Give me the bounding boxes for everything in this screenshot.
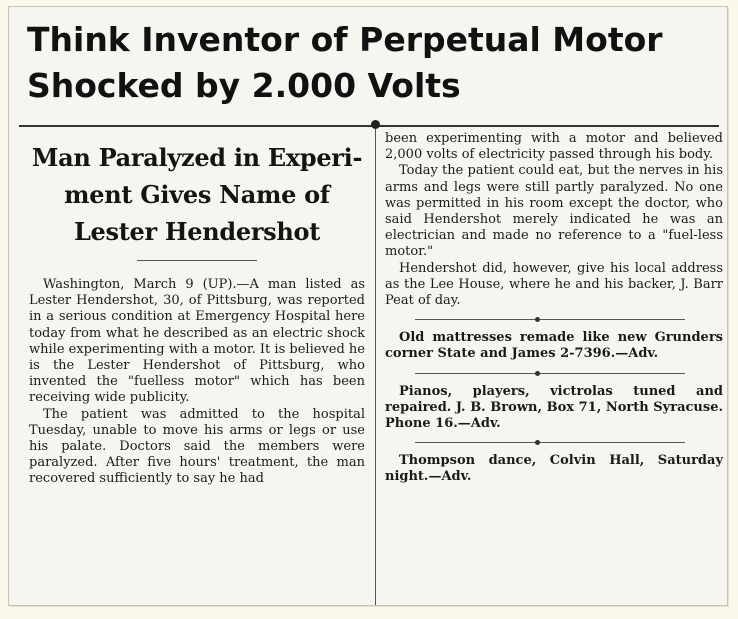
ad-mattresses: Old mattresses remade like new Grunders corner State and James 2-7396.—Adv. <box>385 330 723 362</box>
subhead-line-3: Lester Hendershot <box>73 217 321 246</box>
article-paragraph-5: Hendershot did, however, give his local address as the Lee House, where he and his backer, J. Barr Peat of day. <box>385 260 723 309</box>
article-paragraph-4: Today the patient could eat, but the nerves in his arms and legs were still partly paralyzed. No one was permitted in his room except the doctor, who said Hendershot merely indicated he was an electrician and made no reference to a "fuel-less motor." <box>385 163 723 260</box>
subhead-line-2: ment Gives Name of <box>64 180 330 209</box>
right-column <box>385 131 723 486</box>
ad-dance: Thompson dance, Colvin Hall, Saturday night.—Adv. <box>385 453 723 485</box>
article-paragraph-1: Washington, March 9 (UP).—A man listed as Lester Hendershot, 30, of Pittsburg, was reported in a serious condition at Emergency Hospital here today from what he described as an electric shock while experimenting with a motor. It is believed he is the Lester Hendershot of Pittsburg, who invented the "fuelless motor" which has been receiving wide publicity. <box>29 277 365 406</box>
subhead-rule <box>137 260 257 261</box>
headline <box>27 17 717 109</box>
subheadline <box>29 139 365 250</box>
column-divider <box>375 129 376 605</box>
divider-dot <box>535 317 540 322</box>
left-column <box>29 135 365 488</box>
newspaper-clipping <box>8 6 728 606</box>
article-paragraph-3: been experimenting with a motor and believed 2,000 volts of electricity passed through his body. <box>385 131 723 163</box>
ad-pianos: Pianos, players, victrolas tuned and repaired. J. B. Brown, Box 71, North Syracuse. Phone 16.—Adv. <box>385 383 723 432</box>
ad-divider-2 <box>415 373 685 374</box>
article-paragraph-2: The patient was admitted to the hospital Tuesday, unable to move his arms or legs or use his palate. Doctors said the members were paralyzed. After five hours' treatment, the man recovered sufficiently to say he had <box>29 406 365 487</box>
ad-divider-1 <box>415 319 685 320</box>
headline-line-2: Shocked by 2.000 Volts <box>27 66 461 105</box>
divider-dot <box>535 440 540 445</box>
headline-line-1: Think Inventor of Perpetual Motor <box>27 20 663 59</box>
headline-rule <box>19 125 719 127</box>
rule-dot <box>371 120 380 129</box>
ad-divider-3 <box>415 442 685 443</box>
subhead-line-1: Man Paralyzed in Experi- <box>31 143 363 172</box>
divider-dot <box>535 371 540 376</box>
